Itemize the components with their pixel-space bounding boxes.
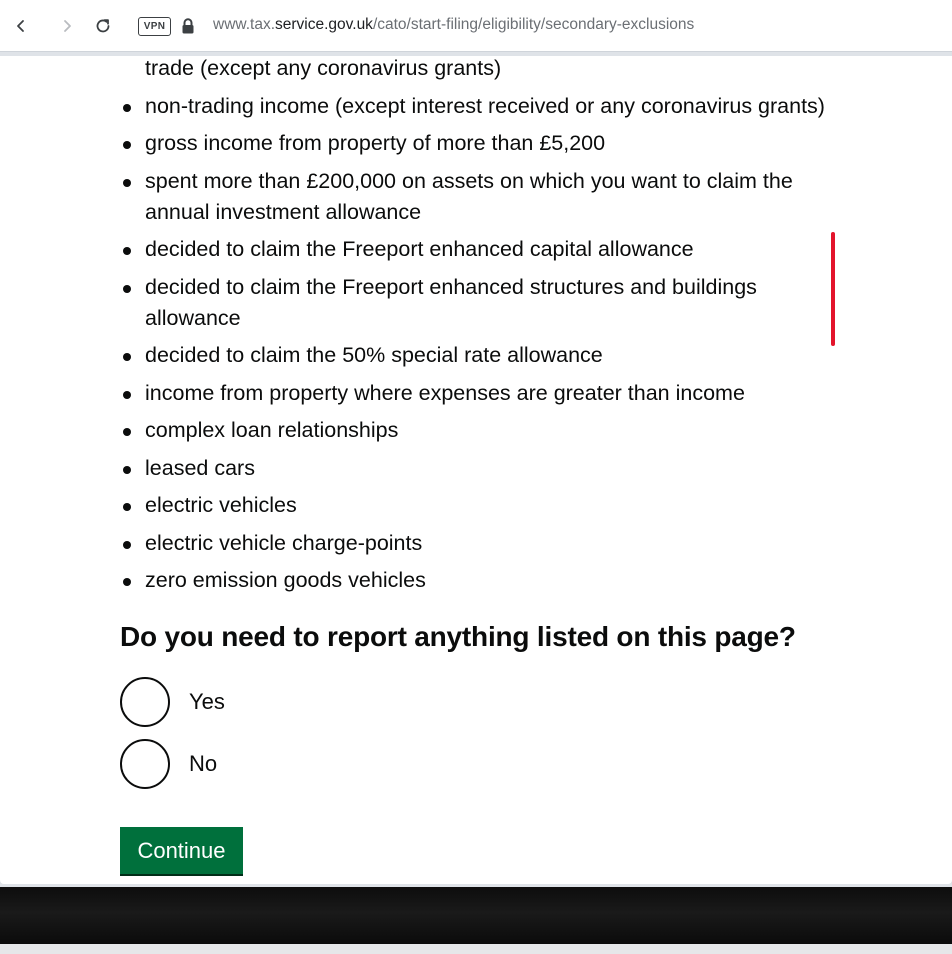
annotation-marker — [831, 232, 835, 346]
radio-no[interactable] — [120, 739, 170, 789]
radio-yes[interactable] — [120, 677, 170, 727]
url-path: /cato/start-filing/eligibility/secondary-exclusions — [372, 16, 695, 33]
list-item: decided to claim the 50% special rate allowance — [145, 340, 885, 371]
list-item: income from property where expenses are greater than income — [145, 378, 885, 409]
continue-button[interactable]: Continue — [120, 827, 243, 874]
list-item: spent more than £200,000 on assets on which you want to claim the annual investment allowance — [145, 166, 850, 228]
list-item: complex loan relationships — [145, 415, 885, 446]
reload-icon — [94, 17, 112, 35]
back-button[interactable] — [8, 12, 34, 40]
bottom-bar — [0, 944, 952, 954]
chevron-left-icon — [14, 19, 28, 33]
list-item: electric vehicle charge-points — [145, 528, 885, 559]
reload-button[interactable] — [90, 12, 116, 40]
list-item: electric vehicles — [145, 490, 885, 521]
form-question: Do you need to report anything listed on this page? — [120, 621, 796, 652]
lock-icon[interactable] — [181, 18, 195, 34]
vpn-badge[interactable]: VPN — [138, 17, 171, 36]
address-bar[interactable] — [213, 16, 694, 34]
list-item: gross income from property of more than £5,200 — [145, 128, 885, 159]
list-item: leased cars — [145, 453, 885, 484]
url-prefix: www.tax. — [213, 16, 276, 33]
list-item: decided to claim the Freeport enhanced capital allowance — [145, 234, 885, 265]
forward-button[interactable] — [54, 12, 80, 40]
radio-option-no[interactable] — [120, 739, 217, 789]
list-item: non-trading income (except interest received or any coronavirus grants) — [145, 91, 885, 122]
list-item: decided to claim the Freeport enhanced structures and buildings allowance — [145, 272, 815, 334]
exclusions-list — [145, 56, 885, 603]
page-content — [0, 56, 952, 884]
taskbar-area — [0, 887, 952, 944]
radio-label-no[interactable]: No — [189, 751, 218, 776]
url-host: service.gov.uk — [275, 16, 373, 33]
radio-option-yes[interactable] — [120, 677, 225, 727]
list-item: trade (except any coronavirus grants) — [145, 56, 502, 80]
list-item: zero emission goods vehicles — [145, 565, 885, 596]
radio-label-yes[interactable]: Yes — [189, 689, 225, 714]
chevron-right-icon — [60, 19, 74, 33]
browser-toolbar — [0, 0, 952, 52]
